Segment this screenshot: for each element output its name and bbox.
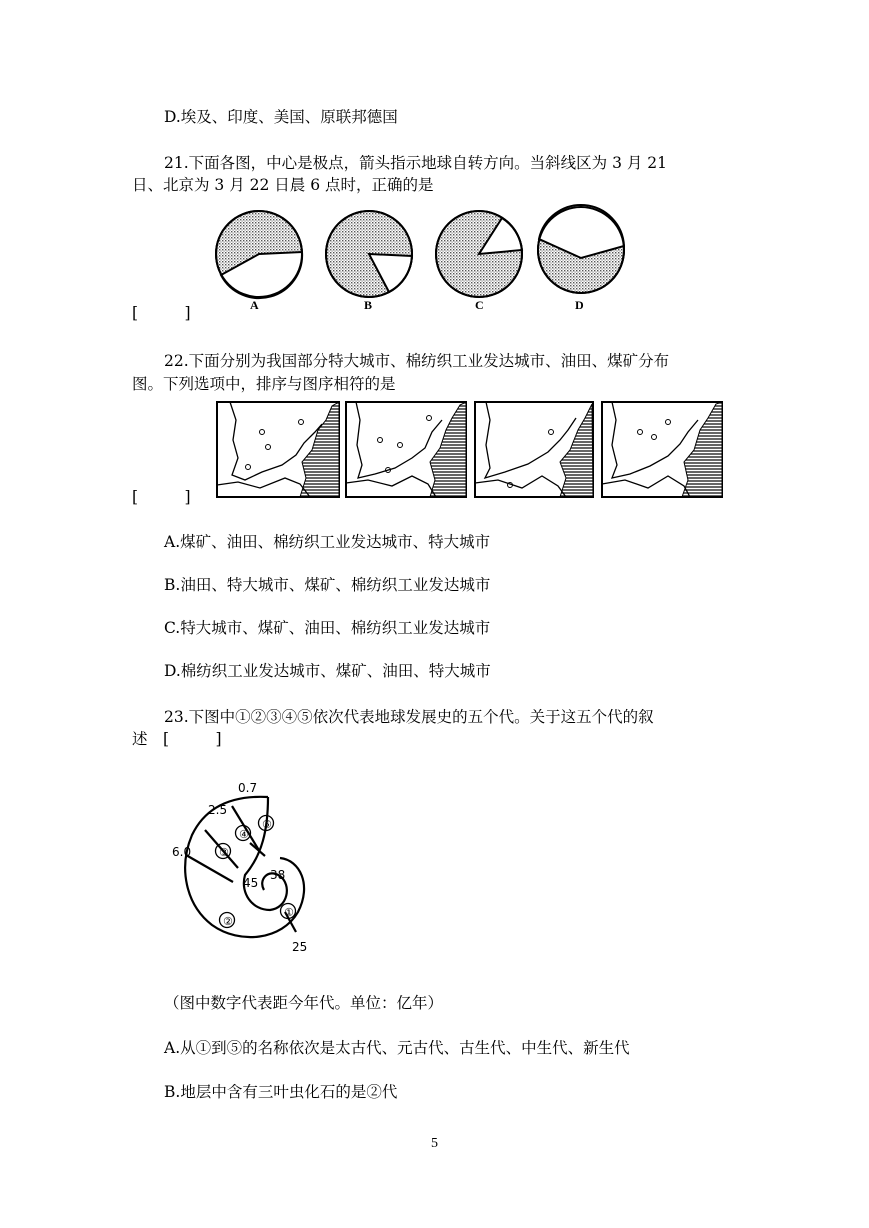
q22-option-c: C.特大城市、煤矿、油田、棉纺织工业发达城市	[164, 619, 491, 637]
q21-stem-line1: 21.下面各图，中心是极点，箭头指示地球自转方向。当斜线区为 3 月 21	[164, 154, 668, 172]
q23-era-4: ④	[239, 828, 249, 841]
q22-option-a: A.煤矿、油田、棉纺织工业发达城市、特大城市	[164, 533, 491, 551]
q22-option-d: D.棉纺织工业发达城市、煤矿、油田、特大城市	[164, 662, 491, 680]
q23-label-45: 45	[243, 876, 259, 890]
q23-stem-line2: 述 [ ]	[132, 730, 222, 748]
q23-label-38: 38	[270, 868, 286, 882]
q23-option-a: A.从①到⑤的名称依次是太古代、元古代、古生代、中生代、新生代	[164, 1039, 630, 1057]
q23-label-2-5: 2.5	[208, 803, 228, 817]
q22-stem-line2: 图。下列选项中，排序与图序相符的是	[132, 375, 396, 393]
q22-stem-line1: 22.下面分别为我国部分特大城市、棉纺织工业发达城市、油田、煤矿分布	[164, 352, 670, 370]
q21-bracket: [ ]	[132, 304, 191, 322]
q22-bracket: [ ]	[132, 488, 191, 506]
q23-option-b: B.地层中含有三叶虫化石的是②代	[164, 1083, 398, 1101]
q22-option-b: B.油田、特大城市、煤矿、棉纺织工业发达城市	[164, 576, 491, 594]
q21-label-c: C	[475, 298, 484, 312]
q23-era-2: ②	[223, 915, 233, 928]
q23-era-5: ⑤	[262, 818, 272, 831]
q21-label-a: A	[250, 298, 259, 312]
q21-label-d: D	[575, 298, 584, 312]
q23-label-6-0: 6.0	[172, 845, 192, 859]
q21-stem-line2: 日、北京为 3 月 22 日晨 6 点时，正确的是	[132, 176, 434, 194]
q21-label-b: B	[364, 298, 373, 312]
q23-label-25: 25	[292, 940, 308, 954]
q23-era-1: ①	[284, 906, 294, 919]
q23-label-0-7: 0.7	[238, 781, 258, 795]
q23-caption: （图中数字代表距今年代。单位：亿年）	[164, 994, 444, 1012]
q20-option-d: D.埃及、印度、美国、原联邦德国	[164, 108, 398, 126]
q23-era-3: ③	[219, 846, 229, 859]
page-number: 5	[431, 1136, 438, 1151]
q23-stem-line1: 23.下图中①②③④⑤依次代表地球发展史的五个代。关于这五个代的叙	[164, 708, 654, 726]
